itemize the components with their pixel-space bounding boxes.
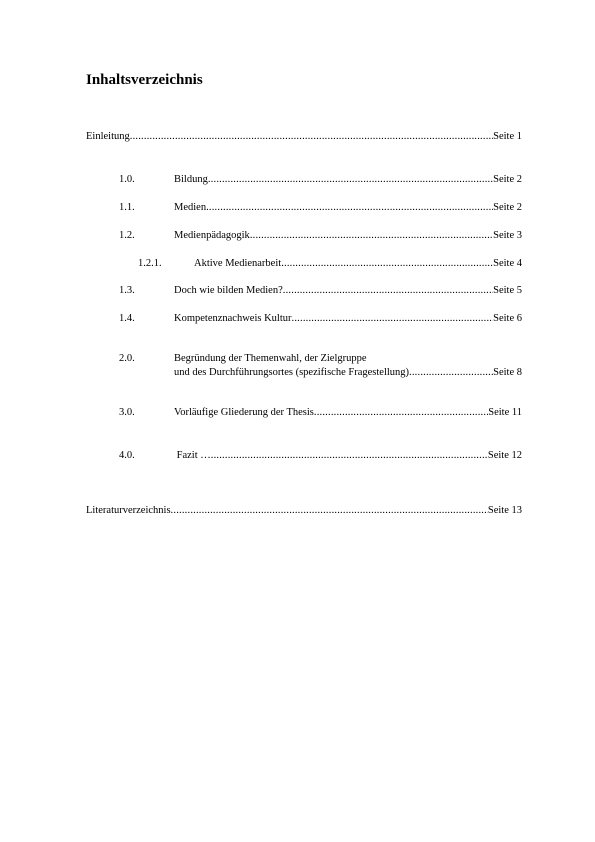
- toc-entry-number: 1.0.: [119, 174, 135, 185]
- toc-leader-dots: [292, 312, 494, 325]
- toc-entry-label: Doch wie bilden Medien?: [174, 285, 283, 296]
- toc-entry-label-line1[interactable]: Begründung der Themenwahl, der Zielgruppe: [174, 353, 367, 364]
- toc-entry-number: 2.0.: [119, 353, 135, 364]
- toc-leader-dots: [130, 130, 493, 143]
- toc-leader-dots: [283, 284, 493, 297]
- toc-entry-page: Seite 4: [493, 258, 522, 269]
- toc-entry-kompetenznachweis-kultur[interactable]: [119, 312, 522, 325]
- toc-entry-literaturverzeichnis[interactable]: [86, 504, 522, 517]
- toc-entry-doch-wie-bilden-medien[interactable]: [119, 284, 522, 297]
- toc-entry-number: 1.2.: [119, 230, 135, 241]
- toc-entry-number: 1.3.: [119, 285, 135, 296]
- toc-entry-label: Einleitung: [86, 131, 130, 142]
- toc-entry-aktive-medienarbeit[interactable]: [138, 257, 522, 270]
- toc-entry-page: Seite 2: [493, 174, 522, 185]
- toc-entry-einleitung[interactable]: [86, 130, 522, 143]
- toc-entry-label: Literaturverzeichnis: [86, 505, 171, 516]
- toc-entry-label: Medienpädagogik: [174, 230, 250, 241]
- toc-entry-number: 4.0.: [119, 450, 135, 461]
- toc-leader-dots: [250, 229, 493, 242]
- toc-entry-label: Medien: [174, 202, 207, 213]
- toc-entry-page: Seite 8: [493, 367, 522, 378]
- toc-entry-label-line2: und des Durchführungsortes (spezifische Fragestellung): [174, 367, 410, 378]
- toc-entry-page: Seite 11: [488, 407, 522, 418]
- toc-entry-label: Kompetenznachweis Kultur: [174, 313, 292, 324]
- toc-entry-page: Seite 3: [493, 230, 522, 241]
- toc-title: Inhaltsverzeichnis: [86, 72, 203, 88]
- toc-entry-label: Vorläufige Gliederung der Thesis: [174, 407, 314, 418]
- toc-entry-number: 1.4.: [119, 313, 135, 324]
- toc-entry-page: Seite 1: [493, 131, 522, 142]
- toc-entry-number: 3.0.: [119, 407, 135, 418]
- toc-entry-page: Seite 6: [493, 313, 522, 324]
- toc-entry-label: Aktive Medienarbeit: [194, 258, 282, 269]
- toc-leader-dots: [206, 201, 493, 214]
- toc-entry-begruendung[interactable]: [174, 366, 522, 379]
- toc-entry-number: 1.2.1.: [138, 258, 162, 269]
- toc-entry-page: Seite 2: [493, 202, 522, 213]
- toc-leader-dots: [281, 257, 493, 270]
- toc-leader-dots: [314, 406, 488, 419]
- toc-entry-number: 1.1.: [119, 202, 135, 213]
- toc-entry-medienpaedagogik[interactable]: [119, 229, 522, 242]
- toc-leader-dots: [171, 504, 488, 517]
- toc-entry-label: Bildung: [174, 174, 208, 185]
- toc-entry-page: Seite 5: [493, 285, 522, 296]
- toc-entry-page: Seite 13: [487, 505, 522, 516]
- toc-entry-label: Fazit …: [174, 450, 211, 461]
- toc-leader-dots: [409, 366, 493, 379]
- toc-entry-vorlaeufige-gliederung[interactable]: [119, 406, 522, 419]
- toc-leader-dots: [211, 449, 488, 462]
- toc-entry-bildung[interactable]: [119, 173, 522, 186]
- toc-entry-page: Seite 12: [487, 450, 522, 461]
- toc-entry-fazit[interactable]: [119, 449, 522, 462]
- toc-leader-dots: [208, 173, 493, 186]
- toc-entry-medien[interactable]: [119, 201, 522, 214]
